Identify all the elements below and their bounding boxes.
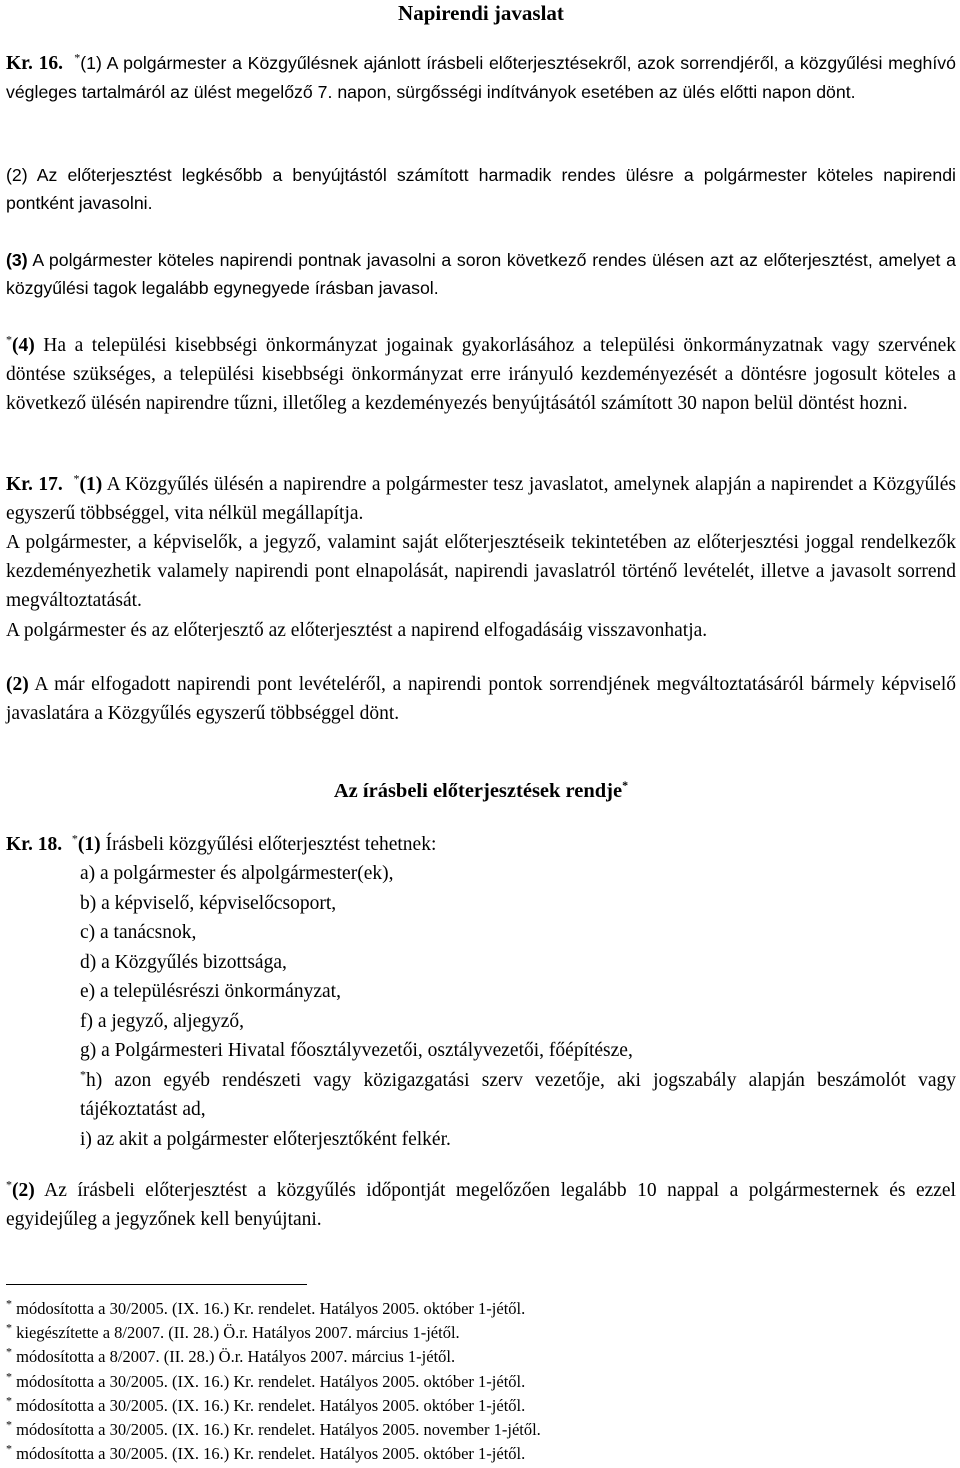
footnote-text: módosította a 30/2005. (IX. 16.) Kr. rendelet. Hatályos 2005. október 1-jétől. [16,1372,526,1391]
list-item: e) a településrészi önkormányzat, [80,981,341,1002]
footnote-marker: * [71,831,78,846]
footnote [6,1394,956,1418]
list-item: g) a Polgármesteri Hivatal főosztályvezetői, osztályvezetői, főépítésze, [80,1040,633,1061]
footnote [6,1297,956,1321]
kr17-paragraph-1 [6,470,956,528]
list-item: i) az akit a polgármester előterjesztőként felkér. [80,1128,451,1150]
footnote-marker: * [6,1344,12,1359]
kr16-paragraph-2 [6,161,956,217]
footnote-marker: * [74,50,81,65]
section-number: Kr. 16. [6,53,63,74]
list-item-h [80,1066,956,1125]
footnote-separator [6,1284,307,1285]
footnote-marker: * [80,1067,86,1081]
footnote-text: módosította a 30/2005. (IX. 16.) Kr. rendelet. Hatályos 2005. október 1-jétől. [16,1299,526,1318]
paragraph-number: (1) [79,474,103,495]
list-item: f) a jegyző, aljegyző, [80,1010,245,1032]
footnote-text: módosította a 30/2005. (IX. 16.) Kr. rendelet. Hatályos 2005. november 1-jétől. [16,1420,541,1439]
paragraph-text: A polgármester, a képviselők, a jegyző, valamint saját előterjesztéseik tekintetében az előterjesztési joggal rendelkezők kezdeményezhetik valamely napirendi pont elnapolását, napirendi javaslatról történő levételét, illetve a javasolt sorrend megváltoztatását. [6,532,956,611]
footnote-text: kiegészítette a 8/2007. (II. 28.) Ö.r. Hatályos 2007. március 1-jétől. [16,1323,460,1342]
footnote-marker: * [6,332,12,347]
footnote-text: módosította a 30/2005. (IX. 16.) Kr. rendelet. Hatályos 2005. október 1-jétől. [16,1396,526,1415]
paragraph-text: Írásbeli közgyűlési előterjesztést tehetnek: [105,834,437,855]
subtitle-text: Az írásbeli előterjesztések rendje [333,780,623,802]
footnote-marker: * [6,1441,12,1456]
paragraph-text: A polgármester köteles napirendi pontnak javasolni a soron következő rendes ülésen azt az előterjesztést, amelyet a közgyűlési tagok legalább egynegyede írásban javasol. [6,250,956,298]
paragraph-number: (2) [6,165,28,185]
section-number: Kr. 17. [6,474,63,495]
proposer-list [80,859,956,1154]
kr16-paragraph-4 [6,331,956,418]
list-item: a) a polgármester és alpolgármester(ek), [80,863,394,884]
footnote-marker: * [6,1393,12,1408]
paragraph-number: (1) [77,834,101,855]
footnote [6,1345,956,1369]
paragraph-text: Az előterjesztést legkésőbb a benyújtástól számított harmadik rendes ülésre a polgármester köteles napirendi pontként javasolni. [6,165,956,213]
paragraph-text: A polgármester és az előterjesztő az előterjesztést a napirend elfogadásáig visszavonhatja. [6,620,708,641]
footnote-marker: * [6,1417,12,1432]
footnote-marker: * [6,1320,12,1335]
footnote [6,1370,956,1394]
kr17-paragraph-1c [6,616,956,645]
list-item: d) a Közgyűlés bizottsága, [80,951,287,973]
paragraph-number: (4) [12,335,35,356]
footnote [6,1418,956,1442]
kr18-paragraph-1 [6,830,956,859]
kr17-paragraph-2 [6,670,956,728]
paragraph-text: Az írásbeli előterjesztést a közgyűlés időpontját megelőzően legalább 10 nappal a polgármesternek és ezzel egyidejűleg a jegyzőnek kell benyújtani. [6,1180,956,1230]
paragraph-number: (3) [6,250,28,270]
section-subtitle [6,776,956,806]
kr16-paragraph-3 [6,246,956,302]
list-item-text: h) azon egyéb rendészeti vagy közigazgatási szerv vezetője, aki jogszabály alapján beszámolót vagy tájékoztatást ad, [80,1069,956,1120]
footnote-text: módosította a 30/2005. (IX. 16.) Kr. rendelet. Hatályos 2005. október 1-jétől. [16,1444,526,1463]
footnote [6,1442,956,1466]
footnote-marker: * [622,778,629,793]
paragraph-text: Ha a települési kisebbségi önkormányzat jogainak gyakorlásához a települési önkormányzatnak vagy szervének döntése szükséges, a települési kisebbségi önkormányzat erre irányuló kezdeményezését a döntésre jogosult köteles a következő ülésén napirendre tűzni, illetőleg a kezdeményezés benyújtásától számított 30 napon belül döntést hozni. [6,335,956,414]
page-title: Napirendi javaslat [398,1,564,25]
list-item: b) a képviselő, képviselőcsoport, [80,892,337,914]
paragraph-number: (1) [80,53,102,73]
paragraph-text: A Közgyűlés ülésén a napirendre a polgármester tesz javaslatot, amelynek alapján a napirendet a Közgyűlés egyszerű többséggel, vita nélkül megállapítja. [6,474,957,524]
paragraph-text: A polgármester a Közgyűlésnek ajánlott írásbeli előterjesztésekről, azok sorrendjéről, a közgyűlési meghívó végleges tartalmáról az ülést megelőző 7. napon, sürgősségi indítványok esetében az ülés előtti napon dönt. [6,53,956,102]
list-item: c) a tanácsnok, [80,922,197,943]
footnote-marker: * [6,1369,12,1384]
footnote-marker: * [6,1296,12,1311]
paragraph-text: A már elfogadott napirendi pont levételéről, a napirendi pontok sorrendjének megváltoztatásáról bármely képviselő javaslatára a Közgyűlés egyszerű többséggel dönt. [6,674,956,724]
kr18-paragraph-2 [6,1176,956,1234]
kr17-paragraph-1b [6,528,956,615]
footnote-text: módosította a 8/2007. (II. 28.) Ö.r. Hatályos 2007. március 1-jétől. [16,1347,456,1366]
footnote-marker: * [6,1177,12,1192]
footnote [6,1321,956,1345]
kr16-paragraph-1 [6,49,956,107]
paragraph-number: (2) [12,1180,35,1201]
paragraph-number: (2) [6,674,29,695]
footnote-marker: * [73,471,80,486]
section-number: Kr. 18. [6,834,63,855]
